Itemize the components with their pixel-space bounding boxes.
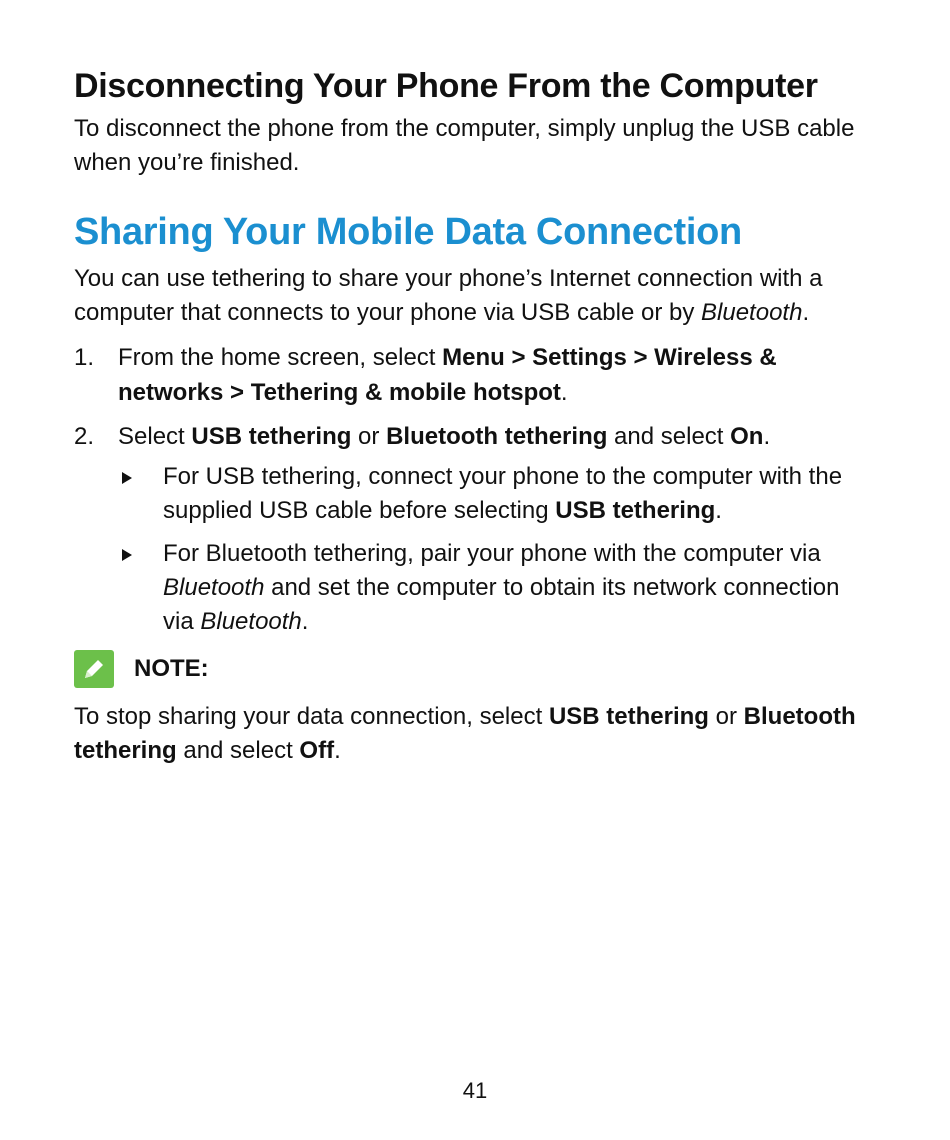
usb-tethering-term: USB tethering xyxy=(191,423,352,450)
step-item xyxy=(74,419,874,639)
sharing-intro-paragraph xyxy=(74,262,874,330)
step-menu-path: Menu > Settings > Wireless & networks > Tethering & mobile hotspot xyxy=(118,344,777,406)
note-header xyxy=(74,648,874,690)
off-term: Off xyxy=(299,737,335,764)
step-text: Select xyxy=(118,423,192,450)
page-number: 41 xyxy=(462,1078,488,1103)
step-end: . xyxy=(763,423,771,450)
bluetooth-tethering-term: Bluetooth tethering xyxy=(74,703,856,764)
triangle-bullet-icon xyxy=(122,472,132,484)
note-label: NOTE: xyxy=(134,655,209,682)
triangle-bullet-icon xyxy=(122,549,132,561)
manual-page xyxy=(74,64,874,768)
step-text: From the home screen, select xyxy=(118,344,443,371)
sharing-heading: Sharing Your Mobile Data Connection xyxy=(74,211,742,253)
sub-bullet-item xyxy=(118,460,874,528)
bluetooth-italic: Bluetooth xyxy=(163,574,265,601)
steps-list xyxy=(74,340,874,639)
intro-bluetooth-italic: Bluetooth xyxy=(701,299,803,326)
sub-bullet-text: and set the computer to obtain its network connection via xyxy=(163,574,840,635)
sub-bullet-list xyxy=(118,460,874,639)
disconnect-paragraph: To disconnect the phone from the computer, simply unplug the USB cable when you’re finished. xyxy=(74,115,855,176)
intro-text: You can use tethering to share your phone’s Internet connection with a computer that connects to your phone via USB cable or by xyxy=(74,265,823,326)
step-number: 1. xyxy=(74,344,95,371)
note-end: . xyxy=(334,737,341,764)
sub-bullet-text: For USB tethering, connect your phone to the computer with the supplied USB cable before selecting xyxy=(163,463,843,524)
step-end: . xyxy=(560,379,568,406)
on-term: On xyxy=(730,423,764,450)
pencil-icon xyxy=(74,650,114,688)
disconnect-heading: Disconnecting Your Phone From the Computer xyxy=(74,67,818,105)
usb-tethering-term: USB tethering xyxy=(555,497,716,524)
note-text: or xyxy=(708,703,744,730)
step-text: or xyxy=(351,423,387,450)
sub-bullet-text: For Bluetooth tethering, pair your phone with the computer via xyxy=(163,540,821,567)
note-paragraph xyxy=(74,700,874,768)
step-text: and select xyxy=(607,423,731,450)
sub-bullet-end: . xyxy=(301,608,309,635)
bluetooth-italic: Bluetooth xyxy=(200,608,302,635)
usb-tethering-term: USB tethering xyxy=(548,703,709,730)
sub-bullet-item xyxy=(118,537,874,639)
step-number: 2. xyxy=(74,423,95,450)
note-text: To stop sharing your data connection, select xyxy=(74,703,549,730)
note-text: and select xyxy=(176,737,300,764)
sub-bullet-end: . xyxy=(715,497,722,524)
bluetooth-tethering-term: Bluetooth tethering xyxy=(386,423,608,450)
intro-end: . xyxy=(802,299,810,326)
step-item xyxy=(74,340,874,410)
